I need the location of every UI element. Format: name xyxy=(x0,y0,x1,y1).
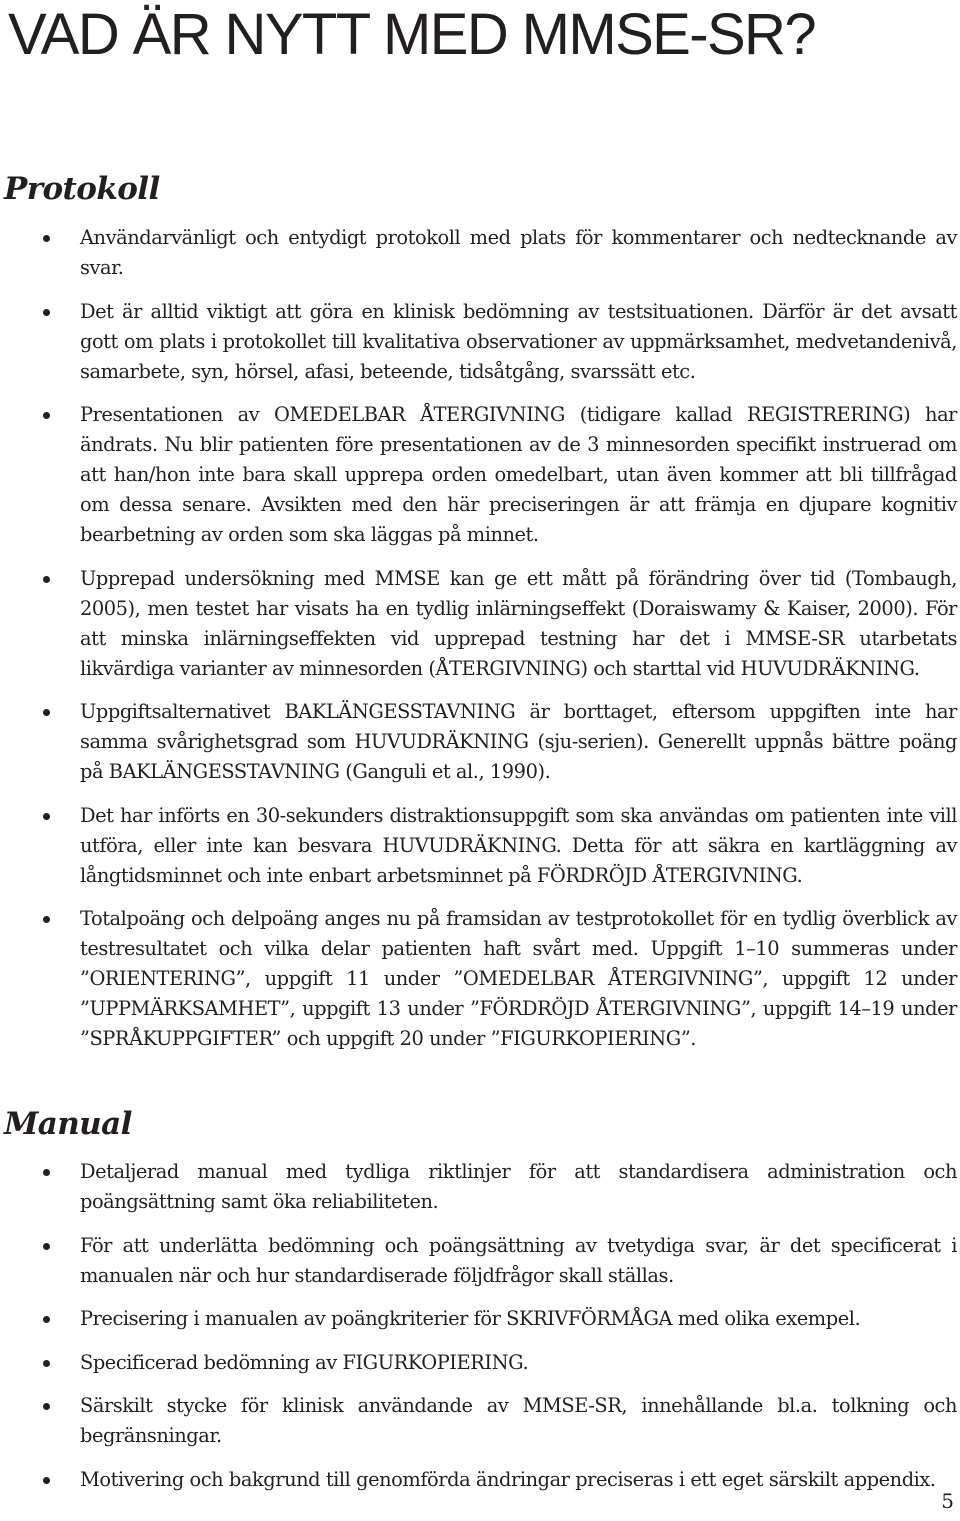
bullet-icon xyxy=(43,1316,50,1323)
manual-item-6 xyxy=(80,1465,957,1495)
list-item-text: Det har införts en 30-sekunders distraktionsuppgift som ska användas om patienten inte vill utföra, eller inte kan besvara HUVUDRÄKNING. Detta för att säkra en kartläggning av långtidsminnet och inte enbart arbetsminnet på FÖRDRÖJD ÅTERGIVNING. xyxy=(80,803,957,887)
protokoll-item-1 xyxy=(80,223,957,283)
page-title: VAD ÄR NYTT MED MMSE-SR? xyxy=(8,2,815,67)
bullet-icon xyxy=(43,1403,50,1410)
list-item-text: Precisering i manualen av poängkriterier för SKRIVFÖRMÅGA med olika exempel. xyxy=(80,1307,861,1330)
page-number: 5 xyxy=(941,1489,954,1513)
list-item-text: Totalpoäng och delpoäng anges nu på framsidan av testprotokollet för en tydlig överblick av testresultatet och vilka delar patienten haft svårt med. Uppgift 1–10 summeras under ”ORIENTERING”, uppgift 11 under ”OMEDELBAR ÅTERGIVNING”, uppgift 12 under ”UPPMÄRKSAMHET”, uppgift 13 under ”FÖRDRÖJD ÅTERGIVNING”, uppgift 14–19 under ”SPRÅKUPPGIFTER” och uppgift 20 under ”FIGURKOPIERING”. xyxy=(80,907,957,1050)
bullet-icon xyxy=(43,1477,50,1484)
list-item-text: Specificerad bedömning av FIGURKOPIERING. xyxy=(80,1350,529,1374)
manual-bullet-list xyxy=(80,1157,957,1508)
manual-item-3 xyxy=(80,1304,957,1334)
bullet-icon xyxy=(43,309,50,316)
manual-item-2 xyxy=(80,1231,957,1291)
protokoll-item-4 xyxy=(80,564,957,684)
list-item-text: Det är alltid viktigt att göra en klinisk bedömning av testsituationen. Därför är det avsatt gott om plats i protokollet till kvalitativa observationer av uppmärksamhet, medvetandenivå, samarbete, syn, hörsel, afasi, beteende, tidsåtgång, svarssätt etc. xyxy=(80,299,957,383)
list-item-text: Motivering och bakgrund till genomförda ändringar preciseras i ett eget särskilt appendix. xyxy=(80,1467,936,1491)
bullet-icon xyxy=(43,1360,50,1367)
bullet-icon xyxy=(43,813,50,820)
list-item-text: Uppgiftsalternativet BAKLÄNGESSTAVNING är borttaget, eftersom uppgiften inte har samma svårighetsgrad som HUVUDRÄKNING (sju-serien). Generellt uppnås bättre poäng på BAKLÄNGESSTAVNING (Ganguli et al., 1990). xyxy=(80,700,957,783)
list-item-text: Upprepad undersökning med MMSE kan ge ett mått på förändring över tid (Tombaugh, 2005), men testet har visats ha en tydlig inlärningseffekt (Doraiswamy & Kaiser, 2000). För att minska inlärningseffekten vid upprepad testning har det i MMSE-SR utarbetats likvärdiga varianter av minnesorden (ÅTERGIVNING) och starttal vid HUVUDRÄKNING. xyxy=(80,566,957,680)
bullet-icon xyxy=(43,1169,50,1176)
protokoll-bullet-list xyxy=(80,223,957,1068)
list-item-text: Detaljerad manual med tydliga riktlinjer för att standardisera administration och poängsättning samt öka reliabiliteten. xyxy=(80,1160,957,1213)
section-heading-manual: Manual xyxy=(4,1106,132,1142)
bullet-icon xyxy=(43,576,50,583)
bullet-icon xyxy=(43,709,50,716)
manual-item-5 xyxy=(80,1391,957,1451)
manual-item-4 xyxy=(80,1348,957,1378)
bullet-icon xyxy=(43,1243,50,1250)
protokoll-item-6 xyxy=(80,801,957,891)
protokoll-item-7 xyxy=(80,904,957,1054)
bullet-icon xyxy=(43,412,50,419)
list-item-text: Presentationen av OMEDELBAR ÅTERGIVNING (tidigare kallad REGISTRERING) har ändrats. Nu blir patienten före presentationen av de 3 minnesorden specifikt instruerad om att han/hon inte bara skall upprepa orden omedelbart, utan även kommer att bli tillfrågad om dessa senare. Avsikten med den här preciseringen är att främja en djupare kognitiv bearbetning av orden som ska läggas på minnet. xyxy=(80,403,957,546)
section-heading-protokoll: Protokoll xyxy=(4,171,160,207)
protokoll-item-5 xyxy=(80,697,957,787)
manual-item-1 xyxy=(80,1157,957,1217)
protokoll-item-2 xyxy=(80,297,957,387)
list-item-text: För att underlätta bedömning och poängsättning av tvetydiga svar, är det specificerat i manualen när och hur standardiserade följdfrågor skall ställas. xyxy=(80,1233,957,1287)
list-item-text: Särskilt stycke för klinisk användande av MMSE-SR, innehållande bl.a. tolkning och begränsningar. xyxy=(80,1394,957,1447)
list-item-text: Användarvänligt och entydigt protokoll med plats för kommentarer och nedtecknande av svar. xyxy=(80,226,957,279)
bullet-icon xyxy=(43,235,50,242)
bullet-icon xyxy=(43,916,50,923)
protokoll-item-3 xyxy=(80,400,957,550)
